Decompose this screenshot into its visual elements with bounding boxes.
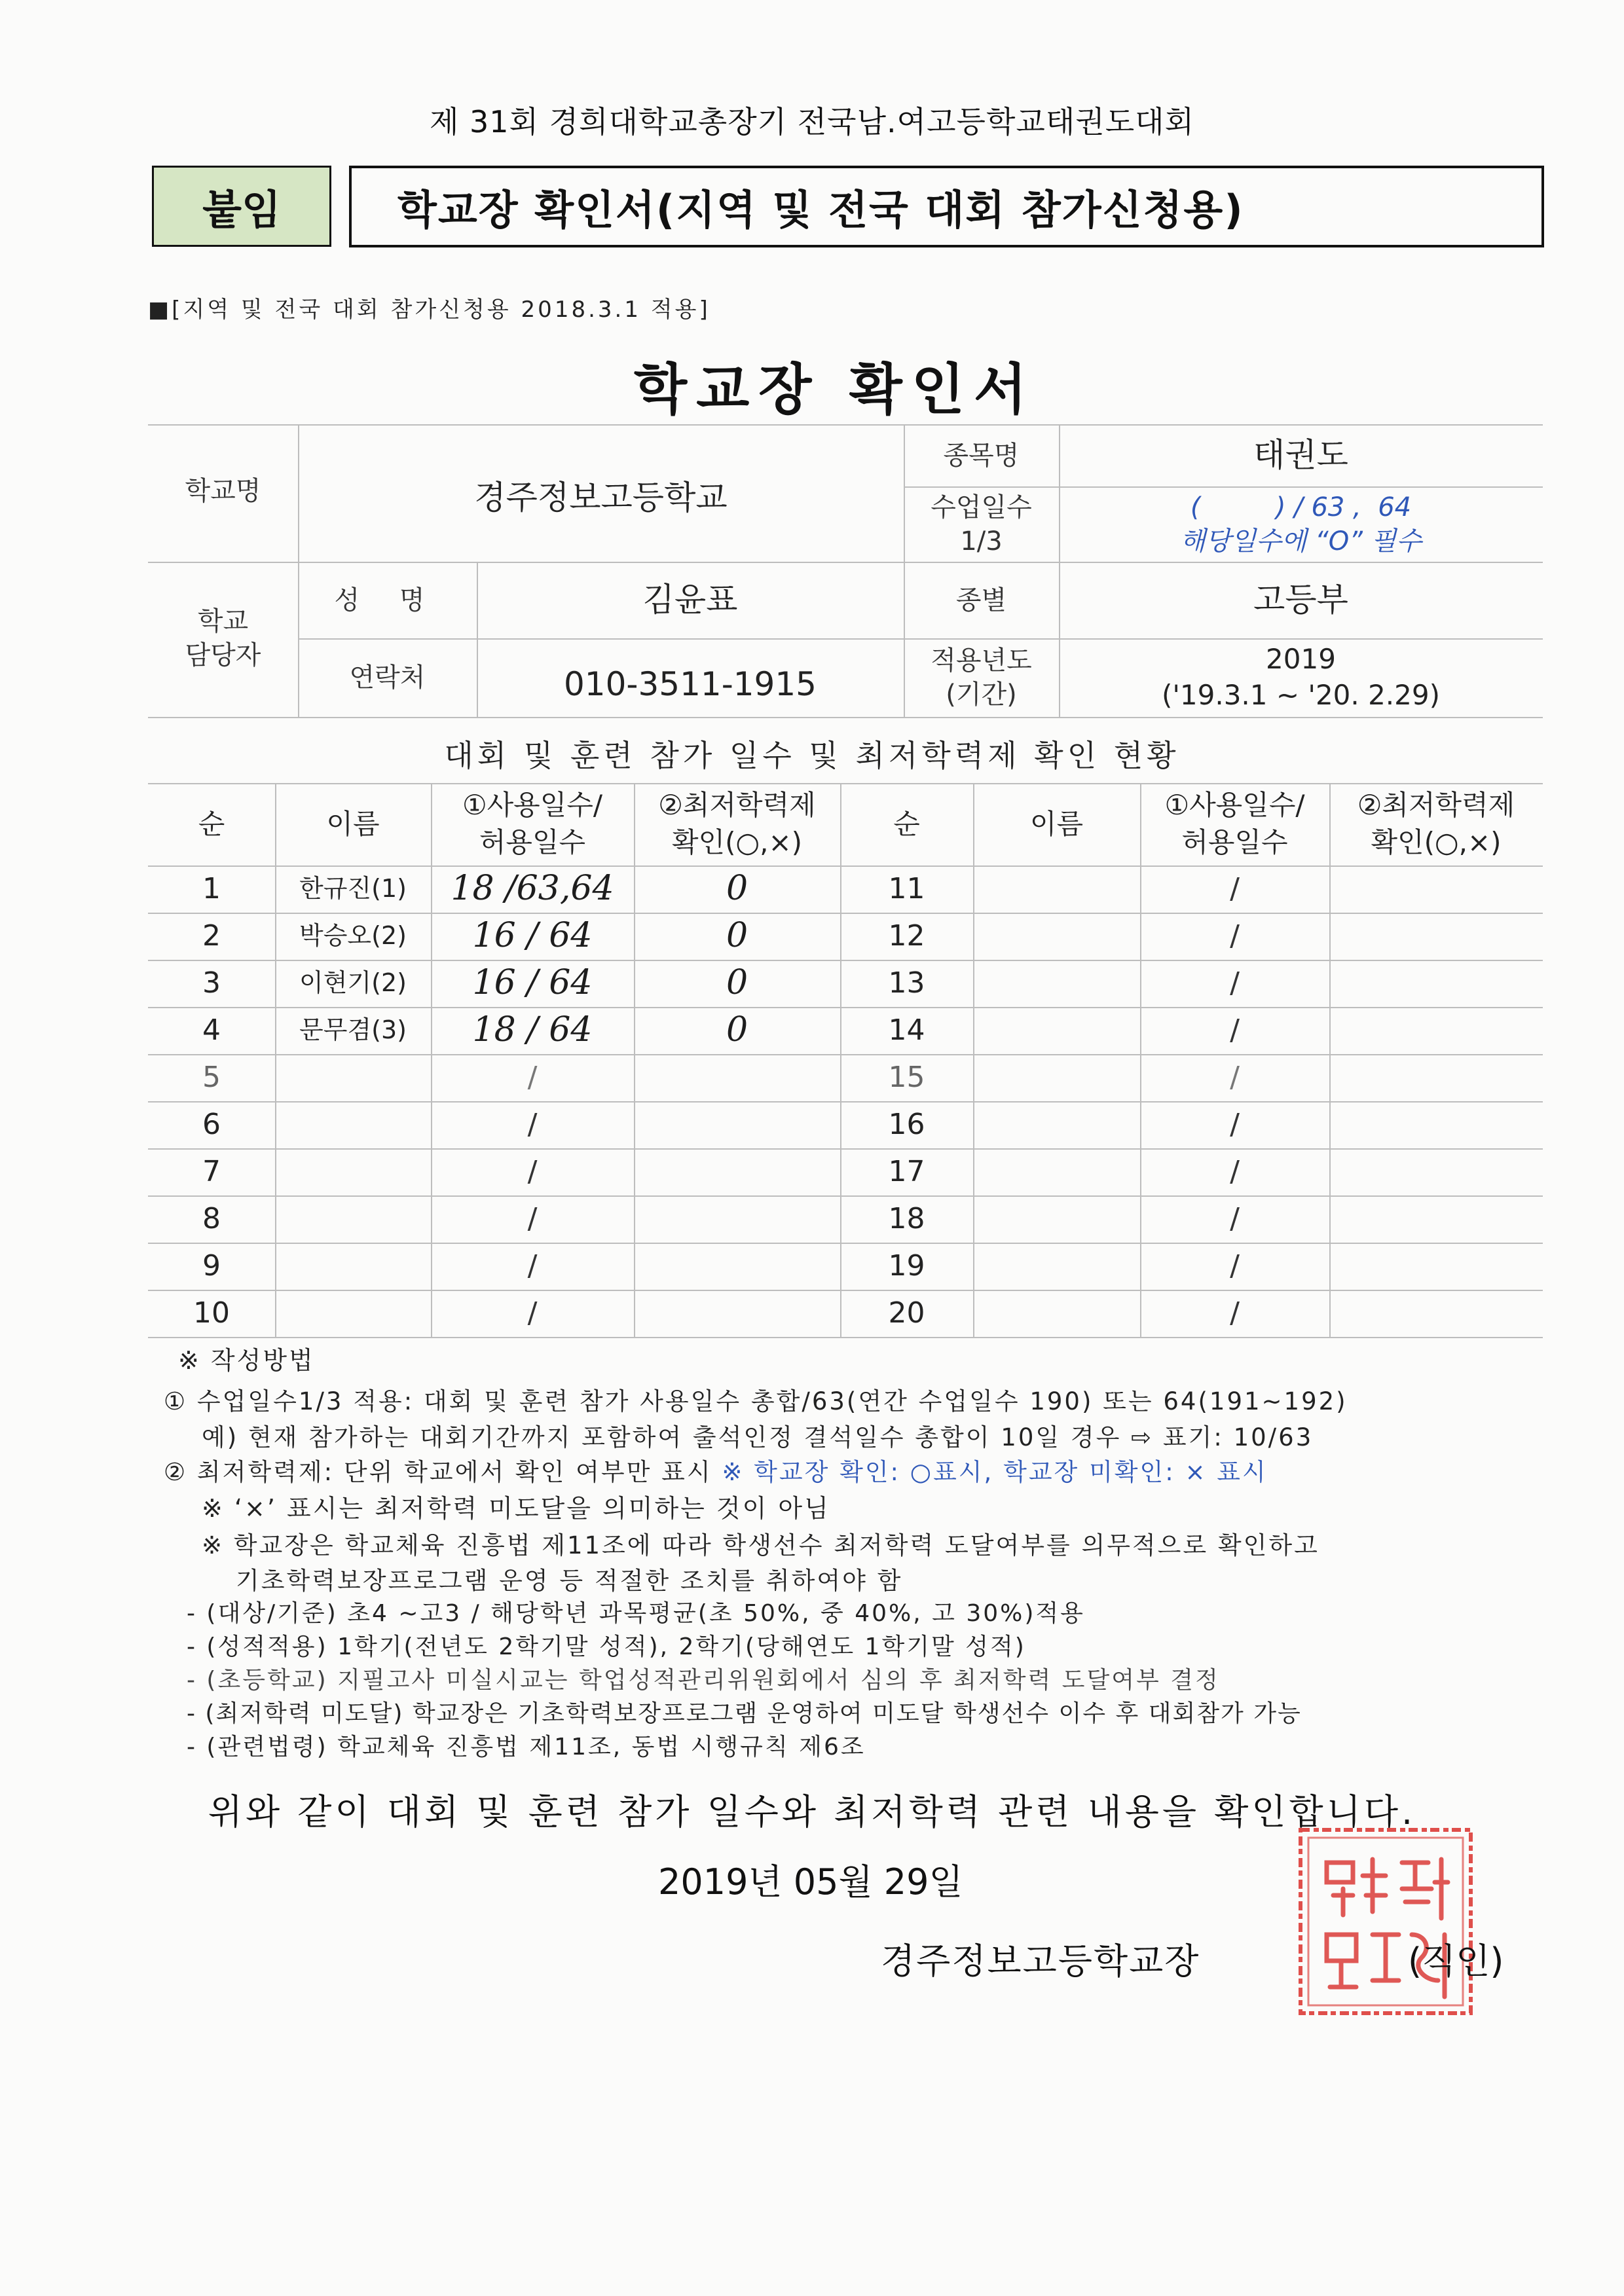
- athlete-name: [275, 1290, 431, 1337]
- header-days-line1: ①사용일수/: [462, 789, 603, 822]
- athlete-name: 이현기(2): [299, 968, 407, 998]
- row-number: 7: [202, 1155, 221, 1189]
- min-academic-check: 0: [726, 1010, 748, 1050]
- days-used: /: [1230, 1061, 1240, 1095]
- form-title-box: 학교장 확인서(지역 및 전국 대회 참가신청용): [349, 166, 1544, 247]
- row-number: 12: [888, 919, 925, 953]
- header-name-right: 이름: [1029, 807, 1084, 840]
- min-academic-check: [634, 1195, 840, 1243]
- phone-value: 010-3511-1915: [563, 665, 817, 703]
- header-days: [431, 783, 634, 866]
- instruction-bullet4: - (최저학력 미도달) 학교장은 기초학력보장프로그램 운영하여 미도달 학생선수 이수 후 대회참가 가능: [187, 1700, 1302, 1727]
- days-used: /: [527, 1249, 538, 1283]
- min-academic-check: [1329, 866, 1543, 913]
- instruction-note1: ※ ‘×’ 표시는 최저학력 미도달을 의미하는 것이 아님: [202, 1494, 830, 1523]
- instruction-bullet2: - (성적적용) 1학기(전년도 2학기말 성적), 2학기(당해연도 1학기말 성적): [187, 1633, 1026, 1660]
- class-days-value-line1: ( ) / 63 , 64: [1190, 492, 1412, 522]
- attachment-tag: 붙임: [152, 166, 331, 247]
- athlete-name: [275, 1101, 431, 1148]
- days-used: /: [527, 1296, 538, 1330]
- instructions-heading: ※ 작성방법: [178, 1346, 315, 1375]
- header-days-right: [1140, 783, 1329, 866]
- official-seal-stamp: [1294, 1823, 1477, 2020]
- days-used: /: [527, 1202, 538, 1236]
- days-used: /: [1230, 1202, 1240, 1236]
- instruction-bullet3: - (초등학교) 지필고사 미실시교는 학업성적관리위원회에서 심의 후 최저학력 도달여부 결정: [187, 1667, 1220, 1694]
- min-academic-check: [634, 1101, 840, 1148]
- year-label-line2: (기간): [946, 680, 1017, 710]
- row-number: 4: [202, 1013, 221, 1048]
- min-academic-check: 0: [726, 963, 748, 1003]
- days-used: /: [1230, 872, 1240, 906]
- days-used: /: [527, 1108, 538, 1142]
- row-number: 13: [888, 966, 925, 1000]
- event-value: 태권도: [1253, 436, 1348, 474]
- athlete-name: 문무겸(3): [299, 1015, 407, 1045]
- row-number: 20: [888, 1296, 925, 1330]
- athlete-name: [275, 1148, 431, 1195]
- athlete-name: [973, 1290, 1140, 1337]
- row-number: 14: [888, 1013, 925, 1048]
- athlete-name: [973, 1243, 1140, 1290]
- days-used: /: [1230, 1249, 1240, 1283]
- instruction-item2-prefix: ② 최저학력제: 단위 학교에서 확인 여부만 표시: [164, 1458, 712, 1486]
- days-used: /: [1230, 1108, 1240, 1142]
- name-label: 성 명: [334, 585, 441, 615]
- days-used: 16 / 64: [472, 963, 593, 1003]
- instruction-item1-line1: ① 수업일수1/3 적용: 대회 및 훈련 참가 사용일수 총합/63(연간 수업일수 190) 또는 64(191~192): [164, 1387, 1348, 1415]
- min-academic-check: [1329, 1054, 1543, 1101]
- instruction-item2-suffix: ※ 학교장 확인: ○표시, 학교장 미확인: × 표시: [712, 1458, 1268, 1486]
- row-number: 15: [888, 1061, 925, 1095]
- athlete-name: [275, 1054, 431, 1101]
- days-used: /: [1230, 1296, 1240, 1330]
- min-academic-check: 0: [726, 916, 748, 956]
- athlete-name: [973, 1148, 1140, 1195]
- row-number: 2: [202, 919, 221, 953]
- athlete-name: [973, 1007, 1140, 1054]
- days-used: 18 /63,64: [451, 869, 614, 909]
- year-value: [1059, 638, 1543, 717]
- year-label: [904, 638, 1059, 717]
- row-number: 9: [202, 1249, 221, 1283]
- header-check-line1: ②최저학력제: [658, 789, 816, 822]
- school-contact-label-line1: 학교: [197, 606, 249, 636]
- confirmation-statement: 위와 같이 대회 및 훈련 참가 일수와 최저학력 관련 내용을 확인합니다.: [208, 1791, 1416, 1832]
- year-label-line1: 적용년도: [931, 646, 1032, 676]
- document-title: 학교장 확인서: [633, 357, 1037, 422]
- school-contact-label: [148, 589, 298, 687]
- min-academic-check: [1329, 913, 1543, 960]
- contest-title: 제 31회 경희대학교총장기 전국남.여고등학교태권도대회: [429, 104, 1195, 139]
- participants-section-title: 대회 및 훈련 참가 일수 및 최저학력제 확인 현황: [444, 738, 1180, 773]
- days-used: 18 / 64: [472, 1010, 593, 1050]
- header-check-line2: 확인(○,×): [671, 826, 803, 858]
- instruction-item2: [164, 1452, 1268, 1487]
- row-number: 19: [888, 1249, 925, 1283]
- row-number: 16: [888, 1108, 925, 1142]
- athlete-name: [275, 1195, 431, 1243]
- days-used: /: [1230, 1013, 1240, 1048]
- instruction-note2-line1: ※ 학교장은 학교체육 진흥법 제11조에 따라 학생선수 최저학력 도달여부를 의무적으로 확인하고: [202, 1531, 1320, 1559]
- instruction-bullet5: - (관련법령) 학교체육 진흥법 제11조, 동법 시행규칙 제6조: [187, 1734, 866, 1760]
- min-academic-check: [1329, 960, 1543, 1007]
- athlete-name: [973, 913, 1140, 960]
- header-days-right-line1: ①사용일수/: [1164, 789, 1305, 822]
- min-academic-check: [634, 1054, 840, 1101]
- name-value: 김윤표: [642, 581, 738, 619]
- seal-label: (직인): [1408, 1941, 1504, 1982]
- days-used: /: [1230, 919, 1240, 953]
- header-name: 이름: [326, 807, 380, 840]
- athlete-name: [973, 1054, 1140, 1101]
- row-number: 17: [888, 1155, 925, 1189]
- class-days-label: [904, 486, 1059, 562]
- year-value-line1: 2019: [1266, 643, 1336, 676]
- athlete-name: [973, 960, 1140, 1007]
- days-used: /: [1230, 1155, 1240, 1189]
- class-days-value-line2: 해당일수에 “O” 필수: [1180, 526, 1422, 556]
- school-name-value: 경주정보고등학교: [474, 478, 728, 517]
- header-no: 순: [198, 807, 225, 840]
- days-used: /: [527, 1155, 538, 1189]
- row-number: 5: [202, 1061, 221, 1095]
- principal-title: 경주정보고등학교장: [881, 1941, 1200, 1982]
- header-days-right-line2: 허용일수: [1181, 826, 1288, 858]
- row-number: 1: [202, 872, 221, 906]
- min-academic-check: [1329, 1007, 1543, 1054]
- min-academic-check: [634, 1290, 840, 1337]
- min-academic-check: [634, 1148, 840, 1195]
- row-number: 8: [202, 1202, 221, 1236]
- header-check-right: [1329, 783, 1543, 866]
- school-name-label: 학교명: [185, 476, 261, 506]
- athlete-name: [275, 1243, 431, 1290]
- min-academic-check: [1329, 1195, 1543, 1243]
- min-academic-check: [634, 1243, 840, 1290]
- athlete-name: [973, 1195, 1140, 1243]
- event-label: 종목명: [943, 440, 1020, 471]
- school-contact-label-line2: 담당자: [185, 640, 261, 670]
- phone-label: 연락처: [349, 663, 426, 693]
- header-no-right: 순: [893, 807, 920, 840]
- category-value: 고등부: [1253, 581, 1348, 619]
- athlete-name: 박승오(2): [299, 921, 407, 951]
- min-academic-check: [1329, 1148, 1543, 1195]
- row-number: 3: [202, 966, 221, 1000]
- header-check-right-line1: ②최저학력제: [1357, 789, 1515, 822]
- header-days-line2: 허용일수: [479, 826, 586, 858]
- instruction-item1-line2: 예) 현재 참가하는 대회기간까지 포함하여 출석인정 결석일수 총합이 10일 경우 ⇨ 표기: 10/63: [202, 1423, 1314, 1451]
- header-check-right-line2: 확인(○,×): [1371, 826, 1502, 858]
- days-used: /: [1230, 966, 1240, 1000]
- row-number: 10: [193, 1296, 230, 1330]
- min-academic-check: [1329, 1101, 1543, 1148]
- class-days-label-line2: 1/3: [960, 526, 1003, 556]
- applied-note: ■[지역 및 전국 대회 참가신청용 2018.3.1 적용]: [148, 297, 710, 323]
- row-number: 11: [888, 872, 925, 906]
- days-used: 16 / 64: [472, 916, 593, 956]
- instruction-bullet1: - (대상/기준) 초4 ~고3 / 해당학년 과목평균(초 50%, 중 40%, 고 30%)적용: [187, 1600, 1085, 1627]
- min-academic-check: [1329, 1243, 1543, 1290]
- class-days-label-line1: 수업일수: [931, 492, 1032, 522]
- athlete-name: [973, 866, 1140, 913]
- min-academic-check: 0: [726, 869, 748, 909]
- class-days-value: [1059, 486, 1543, 562]
- athlete-name: [973, 1101, 1140, 1148]
- header-check: [634, 783, 840, 866]
- issue-date: 2019년 05월 29일: [658, 1861, 963, 1903]
- days-used: /: [527, 1061, 538, 1095]
- athlete-name: 한규진(1): [299, 874, 407, 903]
- row-number: 6: [202, 1108, 221, 1142]
- category-label: 종별: [955, 585, 1007, 615]
- row-number: 18: [888, 1202, 925, 1236]
- min-academic-check: [1329, 1290, 1543, 1337]
- instruction-note2-line2: 기초학력보장프로그램 운영 등 적절한 조치를 취하여야 함: [236, 1567, 903, 1595]
- year-value-line2: ('19.3.1 ~ '20. 2.29): [1161, 679, 1440, 711]
